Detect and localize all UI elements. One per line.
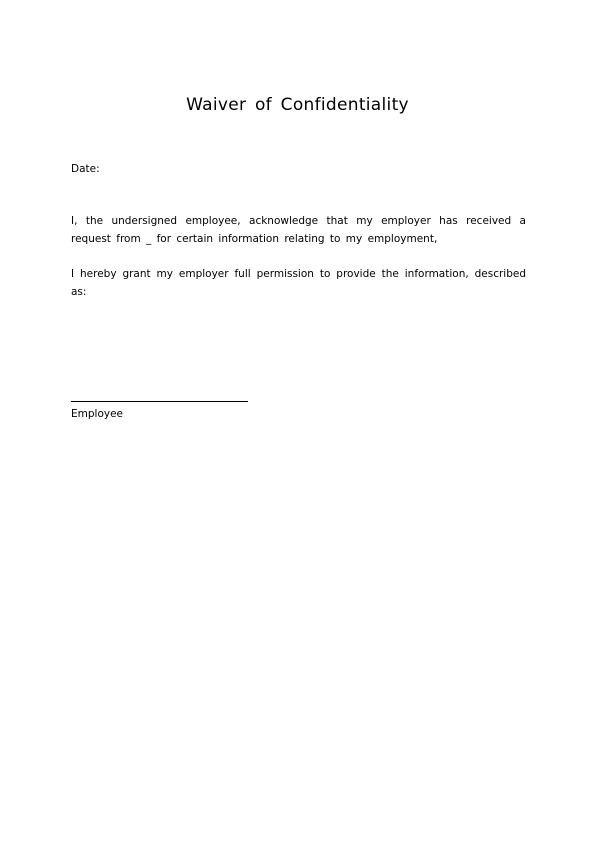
date-label: Date:: [71, 163, 100, 175]
signature-line: [71, 401, 248, 402]
signature-label: Employee: [71, 408, 124, 420]
acknowledgement-paragraph: I, the undersigned employee, acknowledge that my employer has received a request from _ for certain information relating to my employment,: [71, 215, 526, 245]
document-title: Waiver of Confidentiality: [186, 95, 409, 115]
permission-paragraph: I hereby grant my employer full permission to provide the information, described as:: [71, 268, 526, 298]
